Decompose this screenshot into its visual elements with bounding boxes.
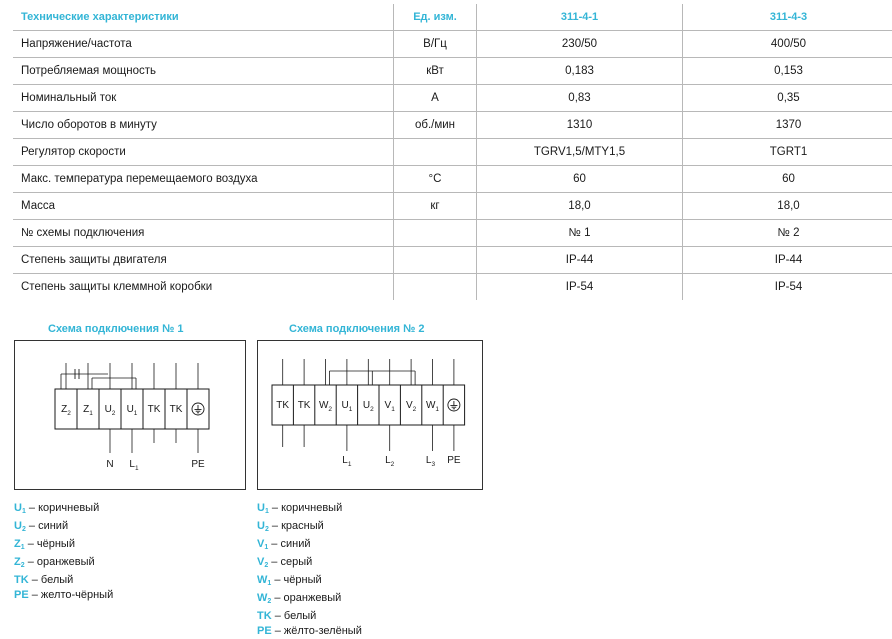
terminal-tk: TK [148, 404, 161, 415]
terminal-u1: $U_1$ [127, 404, 138, 417]
scheme-1-diagram [14, 340, 246, 490]
row-unit: кВт [394, 58, 477, 85]
scheme-1-title: Схема подключения № 1 [48, 323, 184, 335]
table-row [13, 31, 892, 58]
legend-code: $V_1$ [257, 538, 268, 550]
terminal-v2: $V_2$ [406, 400, 417, 413]
legend-item [14, 555, 113, 573]
row-value-model-1: IP-54 [477, 274, 683, 301]
legend-item [14, 573, 113, 588]
table-row [13, 166, 892, 193]
legend-text: – коричневый [269, 502, 342, 514]
table-row [13, 220, 892, 247]
scheme-2-legend [257, 501, 362, 639]
legend-item [14, 501, 113, 519]
legend-code: TK [14, 574, 29, 586]
row-value-model-2: 1370 [683, 112, 892, 139]
legend-text: – оранжевый [271, 592, 341, 604]
row-value-model-2: 18,0 [683, 193, 892, 220]
terminal-tk: TK [170, 404, 183, 415]
wire-label-l2: $L_2$ [385, 455, 395, 468]
table-row [13, 112, 892, 139]
row-name: Потребляемая мощность [13, 58, 394, 85]
spec-table-header [13, 4, 892, 31]
spec-table [13, 4, 892, 300]
row-value-model-2: IP-44 [683, 247, 892, 274]
row-unit [394, 247, 477, 274]
legend-item [257, 624, 362, 639]
row-name: Степень защиты двигателя [13, 247, 394, 274]
row-unit [394, 139, 477, 166]
row-name: Макс. температура перемещаемого воздуха [13, 166, 394, 193]
row-value-model-2: № 2 [683, 220, 892, 247]
legend-text: – чёрный [271, 574, 321, 586]
row-value-model-1: 0,83 [477, 85, 683, 112]
legend-code: $Z_1$ [14, 538, 25, 550]
header-unit: Ед. изм. [394, 4, 477, 31]
terminal-u2: $U_2$ [105, 404, 116, 417]
wire-label-n: N [106, 459, 113, 470]
scheme-1-svg [15, 341, 245, 489]
legend-code: $W_1$ [257, 574, 271, 586]
legend-item [257, 501, 362, 519]
legend-text: – синий [26, 520, 68, 532]
row-value-model-2: 400/50 [683, 31, 892, 58]
terminal-tk: TK [276, 400, 289, 411]
table-row [13, 247, 892, 274]
legend-item [257, 609, 362, 624]
row-value-model-1: 1310 [477, 112, 683, 139]
row-name: № схемы подключения [13, 220, 394, 247]
row-value-model-1: 60 [477, 166, 683, 193]
header-model-1: 311-4-1 [477, 4, 683, 31]
row-value-model-1: № 1 [477, 220, 683, 247]
legend-item [257, 537, 362, 555]
legend-code: $Z_2$ [14, 556, 25, 568]
legend-text: – белый [272, 610, 317, 622]
terminal-u1: $U_1$ [341, 400, 352, 413]
wire-label-pe: PE [191, 459, 205, 470]
legend-code: $U_1$ [257, 502, 269, 514]
terminal-w1: $W_1$ [426, 400, 439, 413]
terminal-v1: $V_1$ [385, 400, 396, 413]
legend-text: – жёлто-зелёный [272, 625, 362, 637]
terminal-u2: $U_2$ [363, 400, 374, 413]
terminal-tk: TK [298, 400, 311, 411]
wire-label-l3: $L_3$ [426, 455, 436, 468]
terminal-z2: $Z_2$ [61, 404, 71, 417]
legend-item [257, 555, 362, 573]
wire-label-l1: $L_1$ [129, 459, 139, 472]
row-value-model-2: 0,153 [683, 58, 892, 85]
row-value-model-1: 230/50 [477, 31, 683, 58]
row-name: Номинальный ток [13, 85, 394, 112]
row-unit [394, 220, 477, 247]
legend-code: TK [257, 610, 272, 622]
scheme-2-title: Схема подключения № 2 [289, 323, 425, 335]
table-row [13, 85, 892, 112]
row-value-model-1: 18,0 [477, 193, 683, 220]
legend-code: PE [14, 589, 29, 601]
row-value-model-2: IP-54 [683, 274, 892, 301]
row-name: Напряжение/частота [13, 31, 394, 58]
terminal-w2: $W_2$ [319, 400, 332, 413]
row-value-model-2: 0,35 [683, 85, 892, 112]
legend-code: $V_2$ [257, 556, 268, 568]
row-unit: об./мин [394, 112, 477, 139]
scheme-1-legend [14, 501, 113, 603]
legend-text: – синий [268, 538, 310, 550]
legend-text: – белый [29, 574, 74, 586]
row-name: Регулятор скорости [13, 139, 394, 166]
table-row [13, 274, 892, 301]
legend-code: $W_2$ [257, 592, 271, 604]
legend-code: $U_2$ [14, 520, 26, 532]
wire-label-pe: PE [447, 455, 461, 466]
row-value-model-1: 0,183 [477, 58, 683, 85]
legend-text: – желто-чёрный [29, 589, 114, 601]
legend-text: – красный [269, 520, 324, 532]
row-name: Масса [13, 193, 394, 220]
table-row [13, 193, 892, 220]
scheme-2-svg [258, 341, 482, 489]
row-value-model-2: 60 [683, 166, 892, 193]
row-value-model-2: TGRT1 [683, 139, 892, 166]
legend-item [257, 573, 362, 591]
row-name: Число оборотов в минуту [13, 112, 394, 139]
legend-text: – серый [268, 556, 312, 568]
row-unit [394, 274, 477, 301]
row-name: Степень защиты клеммной коробки [13, 274, 394, 301]
terminal-z1: $Z_1$ [83, 404, 93, 417]
row-value-model-1: TGRV1,5/MTY1,5 [477, 139, 683, 166]
legend-text: – оранжевый [25, 556, 95, 568]
legend-item [14, 519, 113, 537]
legend-code: PE [257, 625, 272, 637]
header-model-2: 311-4-3 [683, 4, 892, 31]
table-row [13, 139, 892, 166]
legend-text: – чёрный [25, 538, 75, 550]
legend-item [14, 537, 113, 555]
legend-code: $U_1$ [14, 502, 26, 514]
table-row [13, 58, 892, 85]
wire-label-l1: $L_1$ [342, 455, 352, 468]
row-unit: В/Гц [394, 31, 477, 58]
legend-item [14, 588, 113, 603]
scheme-2-diagram [257, 340, 483, 490]
row-unit: А [394, 85, 477, 112]
row-unit: °С [394, 166, 477, 193]
legend-code: $U_2$ [257, 520, 269, 532]
legend-item [257, 519, 362, 537]
row-unit: кг [394, 193, 477, 220]
legend-item [257, 591, 362, 609]
row-value-model-1: IP-44 [477, 247, 683, 274]
legend-text: – коричневый [26, 502, 99, 514]
header-characteristics: Технические характеристики [13, 4, 394, 31]
